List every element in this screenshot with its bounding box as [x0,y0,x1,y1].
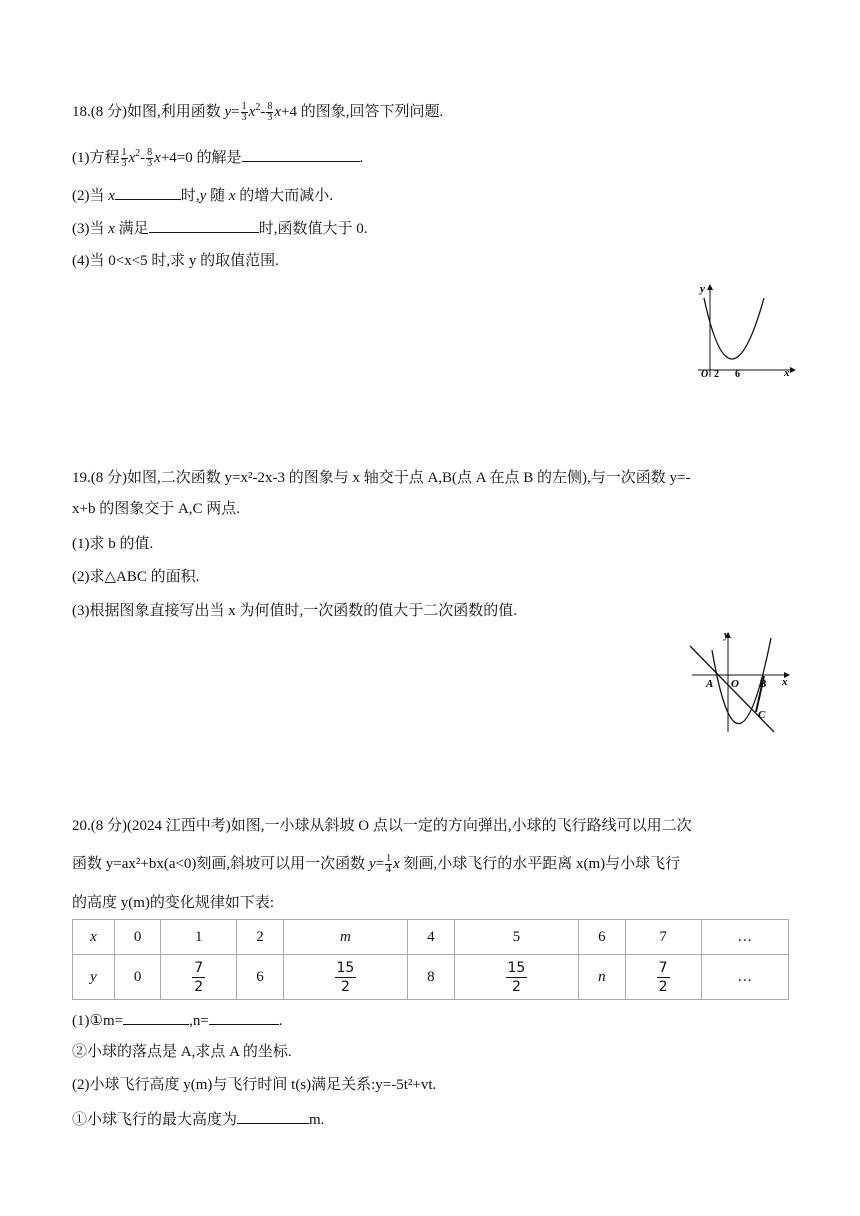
table-row [73,920,789,955]
x-axis-arrow [790,367,796,373]
q19-part3: (3)根据图象直接写出当 x 为何值时,一次函数的值大于二次函数的值. [72,603,517,619]
table-cell: 7 [625,920,701,955]
x-axis-label: x [784,367,790,379]
fraction-cell [335,959,357,996]
table-cell [625,955,701,1000]
tick-label-6: 6 [735,369,740,380]
table-cell: 4 [408,920,454,955]
table-cell [283,955,408,1000]
q19-stem-line2: x+b 的图象交于 A,C 两点. [72,501,241,517]
answer-blank[interactable] [115,183,181,200]
q18-stem: 18.(8 分)如图,利用函数 y= $\frac{1}{3}$ $x^2-$ $\frac{8}{3}$ x+4 的图象,回答下列问题. [72,101,444,124]
q20-part1b: ②小球的落点是 A,求点 A 的坐标. [72,1044,292,1060]
parabola-curve [704,298,764,359]
table-cell: … [701,955,788,1000]
table-cell: 6 [237,955,283,1000]
q19-part2: (2)求△ABC 的面积. [72,569,200,585]
table-cell: … [701,920,788,955]
table-cell [454,955,579,1000]
fraction-numerator: 7 [194,959,204,976]
point-b-label: B [759,678,767,690]
q20-stem-line3: 的高度 y(m)的变化规律如下表: [72,895,275,911]
table-cell [161,955,237,1000]
fraction-denominator: 2 [340,978,350,995]
q19-function-figure [688,628,794,734]
answer-blank[interactable] [242,145,360,162]
answer-blank[interactable] [237,1107,309,1124]
table-cell: m [283,920,408,955]
q20-stem-line1: 20.(8 分)(2024 江西中考)如图,一小球从斜坡 O 点以一定的方向弹出,小球的飞行路线可以用二次 [72,818,692,834]
origin-label: O [701,369,709,380]
tick-label-2: 2 [714,369,719,380]
q18-part3: (3)当 x 满足 时,函数值大于 0. [72,216,367,240]
fraction-cell [657,959,670,996]
table-cell: y [73,955,115,1000]
table-cell: 1 [161,920,237,955]
table-cell: 6 [579,920,625,955]
table-cell: 5 [454,920,579,955]
q18-parabola-figure [690,280,800,380]
table-cell: n [579,955,625,1000]
origin-label: O [731,678,739,690]
q20-part1: (1)①m= ,n= . [72,1008,283,1032]
xy-value-table [72,919,789,1000]
q19-stem-line1: 19.(8 分)如图,二次函数 y=x²-2x-3 的图象与 x 轴交于点 A,B(点 A 在点 B 的左侧),与一次函数 y=- [72,470,691,486]
table-cell: 0 [114,920,160,955]
fraction-denominator: 2 [194,978,204,995]
answer-blank[interactable] [209,1008,279,1025]
y-axis-label: y [724,629,729,641]
x-axis-label: x [782,676,788,688]
answer-blank[interactable] [149,216,259,233]
q19-part1: (1)求 b 的值. [72,536,154,552]
fraction-numerator: 15 [336,959,355,976]
point-a-label: A [706,678,714,690]
q20-stem-line2: 函数 y=ax²+bx(a<0)刻画,斜坡可以用一次函数 y= $\frac{1}{4}$ x 刻画,小球飞行的水平距离 x(m)与小球飞行 [72,853,681,876]
q20-part2: (2)小球飞行高度 y(m)与飞行时间 t(s)满足关系:y=-5t²+vt. [72,1077,437,1093]
y-axis-arrow [707,284,713,290]
q18-part4: (4)当 0<x<5 时,求 y 的取值范围. [72,253,279,269]
fraction-numerator: 15 [507,959,526,976]
table-cell: 2 [237,920,283,955]
point-c-label: C [758,709,766,721]
q18-part2: (2)当 x 时,y 随 x 的增大而减小. [72,183,333,207]
q18-part1: (1)方程 $\frac{1}{3}$ $x^2-$ $\frac{8}{3}$ x+4=0 的解是 . [72,143,363,169]
q20-part2a: ①小球飞行的最大高度为 m. [72,1107,324,1131]
fraction-denominator: 2 [511,978,521,995]
table-cell: x [73,920,115,955]
table-cell: 0 [114,955,160,1000]
fraction-cell [192,959,205,996]
table-row [73,955,789,1000]
answer-blank[interactable] [123,1008,189,1025]
y-axis-label: y [700,283,705,295]
fraction-numerator: 7 [658,959,668,976]
fraction-cell [506,959,528,996]
table-cell: 8 [408,955,454,1000]
fraction-denominator: 2 [658,978,668,995]
